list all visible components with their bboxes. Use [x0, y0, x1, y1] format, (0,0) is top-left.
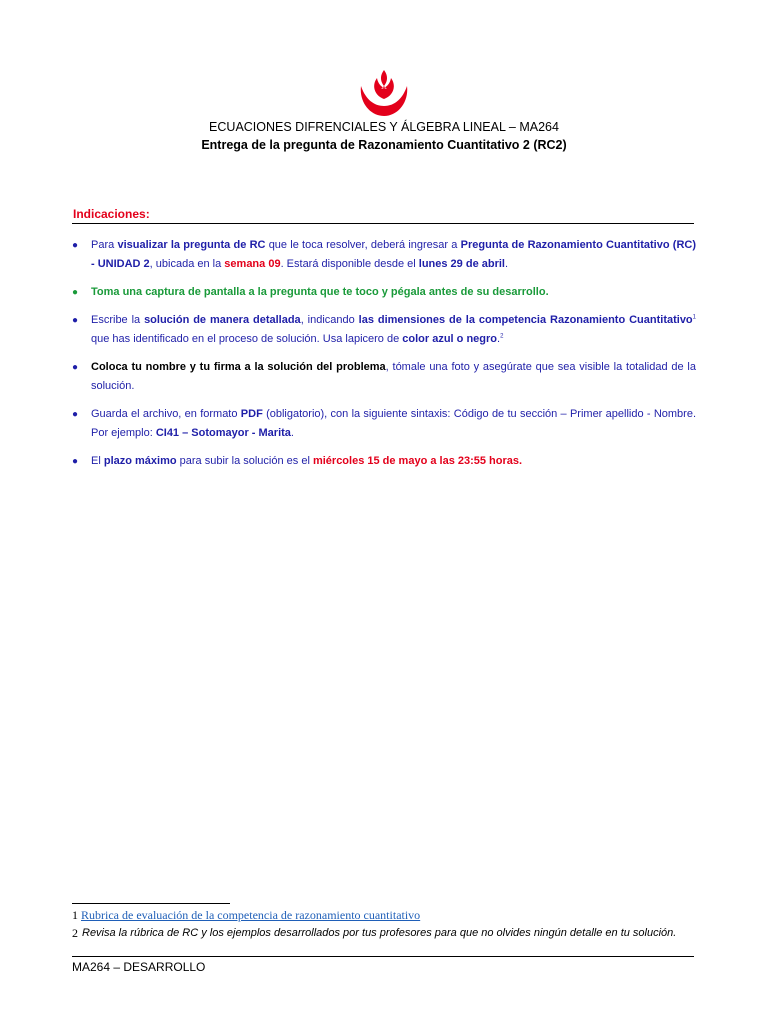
bullet-icon: ●: [72, 456, 79, 467]
list-item: ● Coloca tu nombre y tu firma a la solución del problema, tómale una foto y asegúrate que sea visible la totalidad de la solución.: [72, 358, 696, 396]
bullet-icon: ●: [72, 240, 79, 251]
document-subtitle: Entrega de la pregunta de Razonamiento Cuantitativo 2 (RC2): [201, 138, 567, 152]
list-item: ● Para visualizar la pregunta de RC que le toca resolver, deberá ingresar a Pregunta de Razonamiento Cuantitativo (RC) - UNIDAD 2, ubicada en la semana 09. Estará disponible desde el lunes 29 de abril.: [72, 236, 696, 274]
heading-divider: [72, 223, 694, 224]
bullet-icon: ●: [72, 315, 79, 326]
page-footer: MA264 – DESARROLLO: [72, 960, 206, 974]
bullet-icon: ●: [72, 362, 79, 373]
rubric-link[interactable]: Rubrica de evaluación de la competencia de razonamiento cuantitativo: [81, 908, 421, 922]
course-title: ECUACIONES DIFRENCIALES Y ÁLGEBRA LINEAL – MA264: [209, 120, 559, 134]
footnote-text: Revisa la rúbrica de RC y los ejemplos desarrollados por tus profesores para que no olvides ningún detalle en tu solución.: [82, 927, 677, 939]
bullet-icon: ●: [72, 409, 79, 420]
list-item: ● El plazo máximo para subir la solución es el miércoles 15 de mayo a las 23:55 horas.: [72, 452, 696, 471]
footnote-number: 2: [72, 926, 78, 940]
footnote-ref-1[interactable]: 1: [692, 314, 696, 321]
list-item: ● Toma una captura de pantalla a la pregunta que te toco y pégala antes de su desarrollo.: [72, 283, 696, 302]
university-logo: [355, 68, 413, 120]
footnote-ref-2[interactable]: 2: [500, 333, 504, 340]
list-item: ● Guarda el archivo, en formato PDF (obligatorio), con la siguiente sintaxis: Código de tu sección – Primer apellido - Nombre. Por ejemplo: CI41 – Sotomayor - Marita.: [72, 405, 696, 443]
instructions-list: [72, 236, 696, 480]
indicaciones-heading: Indicaciones:: [73, 207, 150, 221]
footnote-number: 1: [72, 908, 78, 922]
footnote-2: [72, 926, 694, 941]
bullet-icon: ●: [72, 287, 79, 298]
footer-divider: [72, 956, 694, 957]
list-item: ● Escribe la solución de manera detallada, indicando las dimensiones de la competencia Razonamiento Cuantitativo$^1$ que has identificado en el proceso de solución. Usa lapicero de color azul o negro.$^2$: [72, 311, 696, 349]
footnote-divider: [72, 903, 230, 904]
footnote-1: [72, 908, 420, 923]
